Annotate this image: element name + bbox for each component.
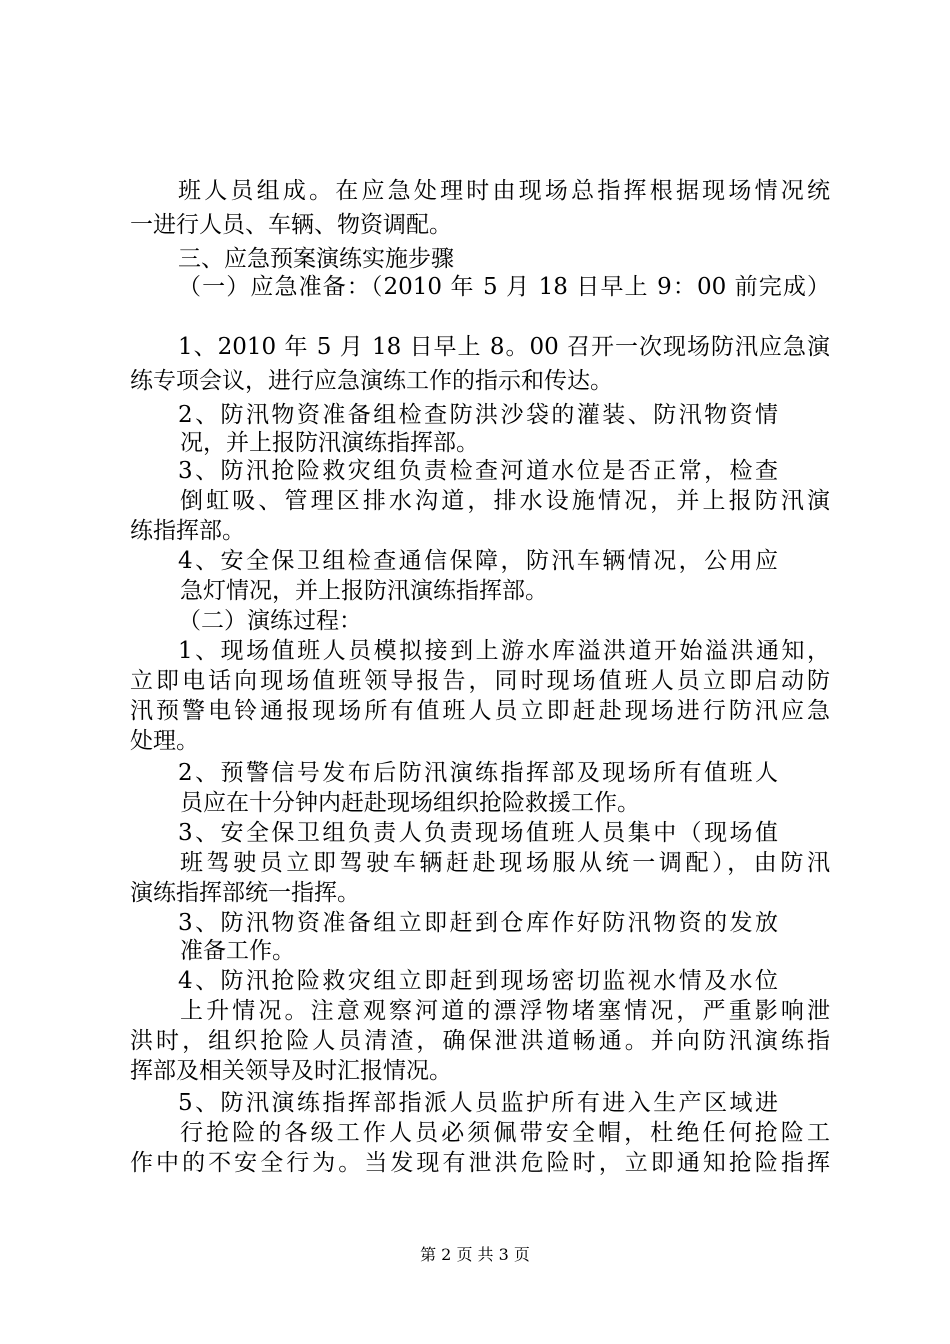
body-line-26: 4、防汛抢险救灾组立即赶到现场密切监视水情及水位 [178, 968, 778, 994]
body-line-23: 演练指挥部统一指挥。 [130, 880, 360, 906]
body-line-11: 练指挥部。 [130, 518, 245, 544]
body-line-9: 3、防汛抢险救灾组负责检查河道水位是否正常，检查 [178, 458, 778, 484]
body-line-18: 处理。 [130, 728, 199, 754]
body-line-21: 3、安全保卫组负责人负责现场值班人员集中（现场值 [178, 820, 778, 846]
body-line-32: 作中的不安全行为。当发现有泄洪危险时，立即通知抢险指挥 [130, 1150, 830, 1176]
body-line-13: 急灯情况，并上报防汛演练指挥部。 [180, 578, 548, 604]
body-line-16: 立即电话向现场值班领导报告，同时现场值班人员立即启动防 [130, 668, 830, 694]
body-line-2: 一进行人员、车辆、物资调配。 [130, 212, 452, 238]
section-heading-3: 三、应急预案演练实施步骤 [178, 246, 454, 272]
body-line-19: 2、预警信号发布后防汛演练指挥部及现场所有值班人 [178, 760, 778, 786]
body-line-6: 练专项会议，进行应急演练工作的指示和传达。 [130, 368, 613, 394]
body-line-8: 况，并上报防汛演练指挥部。 [180, 430, 479, 456]
subsection-heading-2: （二）演练过程： [178, 608, 362, 634]
body-line-15: 1、现场值班人员模拟接到上游水库溢洪道开始溢洪通知， [178, 638, 830, 664]
body-line-28: 洪时，组织抢险人员清渣，确保泄洪道畅通。并向防汛演练指 [130, 1028, 830, 1054]
body-line-20: 员应在十分钟内赶赴现场组织抢险救援工作。 [180, 790, 640, 816]
body-line-7: 2、防汛物资准备组检查防洪沙袋的灌装、防汛物资情 [178, 402, 778, 428]
body-line-1: 班人员组成。在应急处理时由现场总指挥根据现场情况统 [178, 178, 830, 204]
body-line-17: 汛预警电铃通报现场所有值班人员立即赶赴现场进行防汛应急 [130, 698, 830, 724]
subsection-heading-1: （一）应急准备：（2010 年 5 月 18 日早上 9：00 前完成） [178, 274, 830, 300]
body-line-29: 挥部及相关领导及时汇报情况。 [130, 1058, 452, 1084]
page-footer: 第 2 页 共 3 页 [420, 1245, 530, 1264]
body-line-27: 上升情况。注意观察河道的漂浮物堵塞情况，严重影响泄 [180, 998, 830, 1024]
body-line-24: 3、防汛物资准备组立即赶到仓库作好防汛物资的发放 [178, 910, 778, 936]
body-line-31: 行抢险的各级工作人员必须佩带安全帽，杜绝任何抢险工 [180, 1120, 830, 1146]
body-line-12: 4、安全保卫组检查通信保障，防汛车辆情况，公用应 [178, 548, 778, 574]
body-line-10: 倒虹吸、管理区排水沟道，排水设施情况，并上报防汛演 [180, 488, 830, 514]
body-line-30: 5、防汛演练指挥部指派人员监护所有进入生产区域进 [178, 1090, 778, 1116]
body-line-22: 班驾驶员立即驾驶车辆赶赴现场服从统一调配），由防汛 [180, 850, 830, 876]
body-line-25: 准备工作。 [180, 938, 295, 964]
body-line-5: 1、2010 年 5 月 18 日早上 8。00 召开一次现场防汛应急演 [178, 334, 830, 360]
